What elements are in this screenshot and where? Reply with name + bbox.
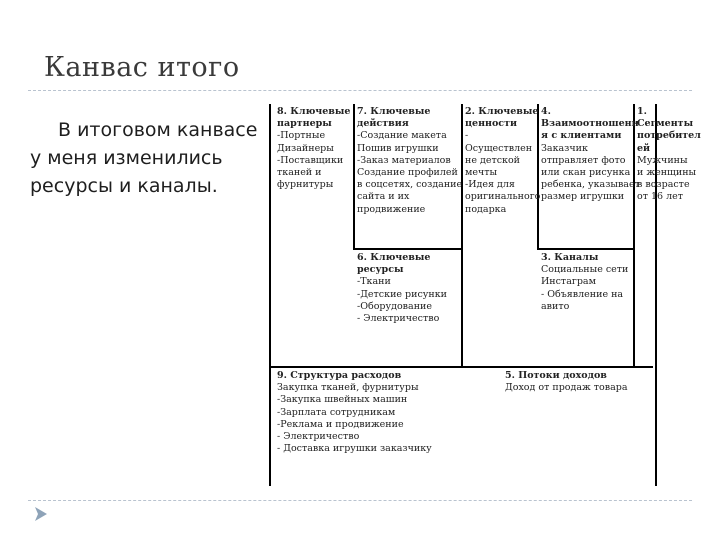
cell-revenue-streams [505, 370, 628, 394]
bottom-divider [28, 500, 692, 501]
cell-title: Сегменты [637, 118, 694, 130]
cell-title: 3. Каналы [541, 252, 599, 263]
cell-key-resources [357, 252, 447, 325]
cell-line: оригинального [465, 191, 541, 203]
top-divider [28, 90, 692, 91]
cell-line: Дизайнеры [277, 142, 334, 154]
cell-title: ей [637, 142, 651, 154]
cell-line: -Детские рисунки [357, 288, 447, 300]
cell-title: ценности [465, 118, 518, 130]
cell-title: 6. Ключевые [357, 252, 431, 263]
cell-line: Заказчик [541, 142, 588, 154]
cell-line: в соцсетях, создание [357, 179, 463, 191]
cell-title: 9. Структура расходов [277, 370, 402, 381]
cell-customer-relationships [541, 106, 640, 204]
cell-title: 5. Потоки доходов [505, 370, 607, 381]
cell-line: и женщины [637, 167, 697, 179]
cell-line: отправляет фото [541, 154, 626, 166]
cell-line: Пошив игрушки [357, 142, 439, 154]
cell-line: - Доставка игрушки заказчику [277, 443, 432, 455]
cell-line: -Создание макета [357, 130, 447, 142]
cell-line: или скан рисунка [541, 167, 631, 179]
cell-line: Осуществлен [465, 142, 533, 154]
cell-line: - [465, 130, 469, 142]
cell-title: действия [357, 118, 409, 130]
cell-title: я с клиентами [541, 130, 622, 142]
cell-line: не детской [465, 154, 521, 166]
cell-line: -Заказ материалов [357, 154, 451, 166]
grid-line [537, 248, 633, 250]
cell-line: -Портные [277, 130, 326, 142]
cell-line: Закупка тканей, фурнитуры [277, 382, 419, 394]
cell-line: Социальные сети [541, 264, 629, 276]
body-line-2: у меня изменились [30, 147, 223, 169]
cell-line: -Реклама и продвижение [277, 418, 404, 430]
cell-line: -Зарплата сотрудникам [277, 406, 396, 418]
cell-title: 2. Ключевые [465, 106, 539, 117]
cell-key-partners [277, 106, 350, 191]
cell-title: Взаимоотношени [541, 118, 639, 130]
cell-line: -Поставщики [277, 154, 344, 166]
cell-line: сайта и их [357, 191, 410, 203]
body-line-3: ресурсы и каналы. [30, 175, 218, 197]
cell-line: Инстаграм [541, 276, 596, 288]
cell-line: -Идея для [465, 179, 515, 191]
grid-line [353, 104, 355, 250]
cell-cost-structure [277, 370, 432, 455]
cell-line: размер игрушки [541, 191, 625, 203]
cell-value-propositions [465, 106, 540, 216]
cell-key-activities [357, 106, 462, 216]
cell-title: 8. Ключевые [277, 106, 351, 117]
cell-line: мечты [465, 167, 498, 179]
cell-line: ребенка, указывает [541, 179, 640, 191]
cell-line: Доход от продаж товара [505, 382, 628, 394]
cell-title: партнеры [277, 118, 332, 130]
cell-channels [541, 252, 628, 313]
grid-line [353, 248, 461, 250]
cell-line: Мужчины [637, 154, 688, 166]
cell-line: от 16 лет [637, 191, 684, 203]
cell-line: тканей и [277, 167, 322, 179]
cell-title: 4. [541, 106, 551, 117]
cell-line: авито [541, 300, 570, 312]
cell-line: подарка [465, 203, 507, 215]
cell-line: Создание профилей [357, 167, 458, 179]
cell-line: -Закупка швейных машин [277, 394, 408, 406]
body-line-1: В итоговом канвасе [58, 119, 258, 141]
cell-title: ресурсы [357, 264, 404, 276]
cell-line: -Ткани [357, 276, 391, 288]
grid-line [271, 366, 653, 368]
slide-title: Канвас итого [44, 52, 240, 83]
cell-title: потребител [637, 130, 701, 142]
cell-line: - Объявление на [541, 288, 624, 300]
cell-line: фурнитуры [277, 179, 334, 191]
cell-customer-segments [637, 106, 701, 204]
cell-line: продвижение [357, 203, 426, 215]
cell-line: - Электричество [277, 431, 360, 443]
business-model-canvas [269, 104, 701, 486]
cell-line: -Оборудование [357, 300, 432, 312]
cell-line: в возрасте [637, 179, 690, 191]
cell-title: 7. Ключевые [357, 106, 431, 117]
body-text [30, 116, 270, 200]
triangle-arrow-icon [34, 506, 48, 526]
cell-title: 1. [637, 106, 647, 117]
cell-line: - Электричество [357, 313, 440, 325]
